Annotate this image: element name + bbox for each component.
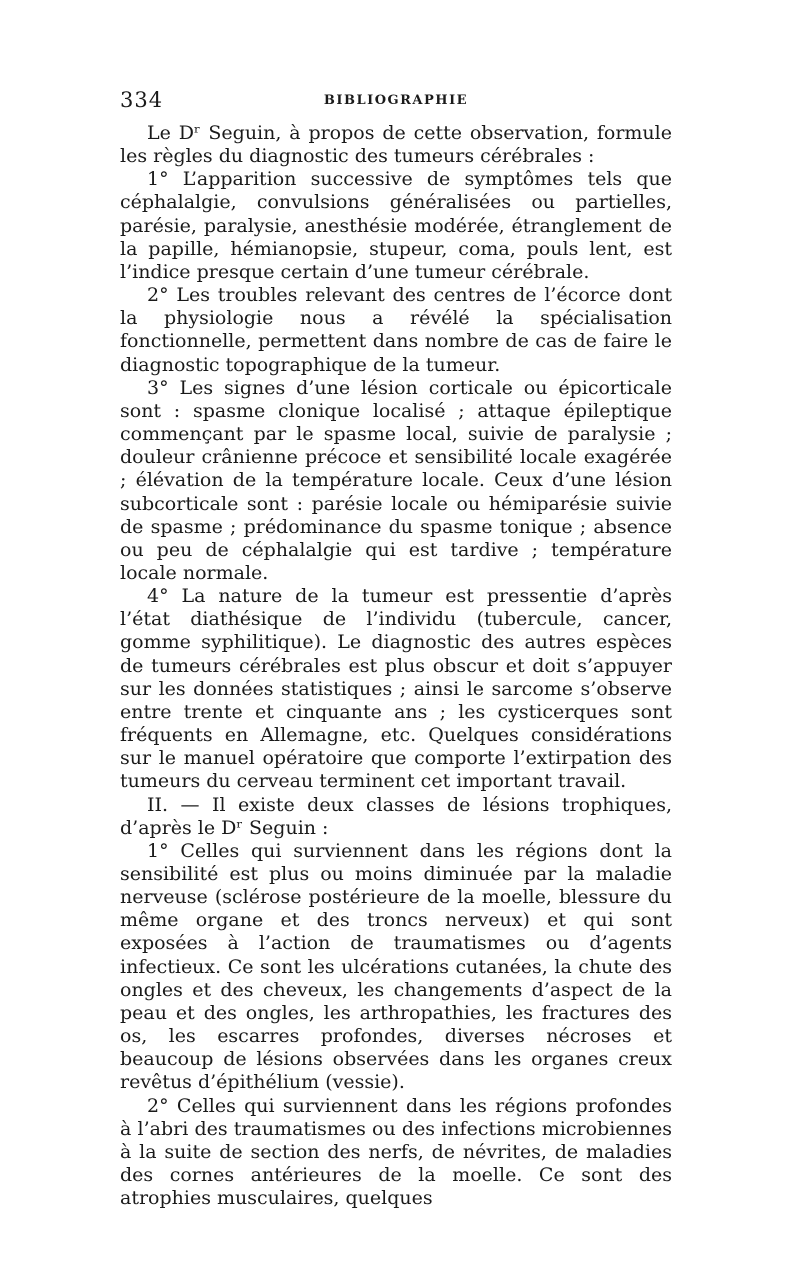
paragraph-point-3: 3° Les signes d’une lésion corticale ou épicorticale sont : spasme clonique localisé ; attaque épileptique commençant par le spasme local, suivie de paralysie ; douleur crânienne précoce et sensibilité locale exagérée ; élévation de la température locale. Ceux d’une lésion subcorticale sont : parésie locale ou hémiparésie suivie de spasme ; prédominance du spasme tonique ; absence ou peu de céphalalgie qui est tardive ; température locale normale.: [120, 376, 672, 584]
paragraph-point-1: 1° L’apparition successive de symptômes tels que céphalalgie, convulsions généralisées ou partielles, parésie, paralysie, anesthésie modérée, étranglement de la papille, hémianopsie, stupeur, coma, pouls lent, est l’indice presque certain d’une tumeur cérébrale.: [120, 168, 672, 283]
paragraph-class-2: 2° Celles qui surviennent dans les régions profondes à l’abri des traumatismes ou des infections microbiennes à la suite de section des nerfs, de névrites, de maladies des cornes antérieures de la moelle. Ce sont des atrophies musculaires, quelques: [120, 1094, 672, 1210]
book-page: [120, 88, 672, 1210]
paragraph-point-4: 4° La nature de la tumeur est pressentie d’après l’état diathésique de l’individu (tubercule, cancer, gomme syphilitique). Le diagnostic des autres espèces de tumeurs cérébrales est plus obscur et doit s’appuyer sur les données statistiques ; ainsi le sarcome s’observe entre trente et cinquante ans ; les cysticerques sont fréquents en Allemagne, etc. Quelques considérations sur le manuel opératoire que comporte l’extirpation des tumeurs du cerveau terminent cet important travail.: [120, 585, 672, 793]
paragraph-class-1: 1° Celles qui surviennent dans les régions dont la sensibilité est plus ou moins diminuée par la maladie nerveuse (sclérose postérieure de la moelle, blessure du même organe et des troncs nerveux) et qui sont exposées à l’action de traumatismes ou d’agents infectieux. Ce sont les ulcérations cutanées, la chute des ongles et des cheveux, les changements d’aspect de la peau et des ongles, les arthropathies, les fractures des os, les escarres profondes, diverses nécroses et beaucoup de lésions observées dans les organes creux revêtus d’épithélium (vessie).: [120, 839, 672, 1094]
paragraph-section-ii: II. — Il existe deux classes de lésions trophiques, d’après le Dʳ Seguin :: [120, 793, 672, 839]
running-title: BIBLIOGRAPHIE: [323, 93, 469, 108]
running-head: [120, 88, 672, 122]
body-text: [120, 122, 672, 1210]
paragraph-intro: Le Dʳ Seguin, à propos de cette observation, formule les règles du diagnostic des tumeurs cérébrales :: [120, 122, 672, 168]
page-number: 334: [120, 88, 164, 112]
paragraph-point-2: 2° Les troubles relevant des centres de l’écorce dont la physiologie nous a révélé la spécialisation fonctionnelle, permettent dans nombre de cas de faire le diagnostic topographique de la tumeur.: [120, 284, 672, 376]
